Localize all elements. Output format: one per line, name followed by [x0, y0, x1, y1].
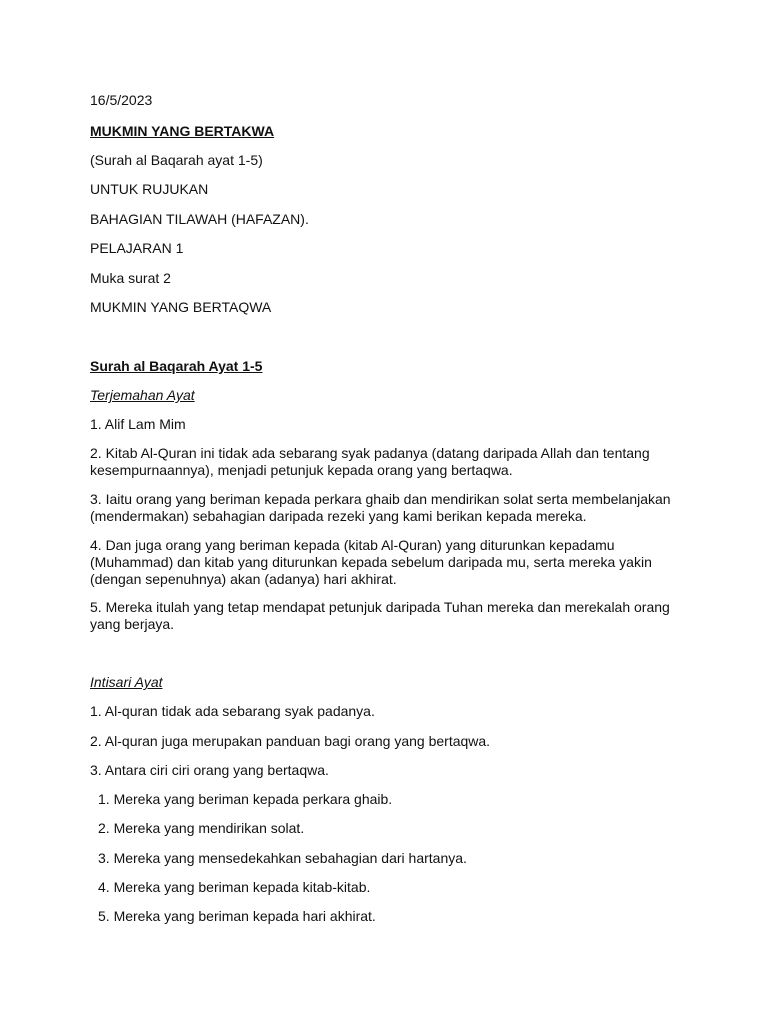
bahagian-line: BAHAGIAN TILAWAH (HAFAZAN).	[90, 211, 309, 227]
surah-reference: (Surah al Baqarah ayat 1-5)	[90, 152, 263, 168]
intisari-heading: Intisari Ayat	[90, 674, 163, 690]
ciri-item: 3. Mereka yang mensedekahkan sebahagian dari hartanya.	[98, 850, 467, 866]
section-title: Surah al Baqarah Ayat 1-5	[90, 358, 263, 374]
intisari-item: 3. Antara ciri ciri orang yang bertaqwa.	[90, 762, 329, 778]
ciri-item: 4. Mereka yang beriman kepada kitab-kitab.	[98, 879, 371, 895]
rujukan-line: UNTUK RUJUKAN	[90, 181, 209, 197]
document-date: 16/5/2023	[90, 92, 153, 108]
terjemahan-item: 1. Alif Lam Mim	[90, 416, 186, 432]
terjemahan-item: 5. Mereka itulah yang tetap mendapat petunjuk daripada Tuhan mereka dan merekalah orang yang berjaya.	[90, 599, 670, 632]
ciri-item: 5. Mereka yang beriman kepada hari akhirat.	[98, 908, 376, 924]
terjemahan-item: 3. Iaitu orang yang beriman kepada perkara ghaib dan mendirikan solat serta membelanjakan (mendermakan) sebahagian daripada rezeki yang kami berikan kepada mereka.	[90, 491, 671, 524]
terjemahan-item: 4. Dan juga orang yang beriman kepada (kitab Al-Quran) yang diturunkan kepadamu (Muhammad) dan kitab yang diturunkan kepada sebelum daripada mu, serta mereka yakin (dengan sepenuhnya) akan (adanya) hari akhirat.	[90, 537, 652, 587]
terjemahan-item: 2. Kitab Al-Quran ini tidak ada sebarang syak padanya (datang daripada Allah dan tentang kesempurnaannya), menjadi petunjuk kepada orang yang bertaqwa.	[90, 445, 650, 478]
ciri-item: 1. Mereka yang beriman kepada perkara ghaib.	[98, 791, 393, 807]
subtitle-line: MUKMIN YANG BERTAQWA	[90, 299, 272, 315]
muka-surat-line: Muka surat 2	[90, 270, 171, 286]
pelajaran-line: PELAJARAN 1	[90, 240, 184, 256]
ciri-item: 2. Mereka yang mendirikan solat.	[98, 820, 305, 836]
intisari-item: 1. Al-quran tidak ada sebarang syak padanya.	[90, 703, 375, 719]
intisari-item: 2. Al-quran juga merupakan panduan bagi orang yang bertaqwa.	[90, 733, 491, 749]
terjemahan-heading: Terjemahan Ayat	[90, 387, 195, 403]
document-title: MUKMIN YANG BERTAKWA	[90, 123, 275, 139]
